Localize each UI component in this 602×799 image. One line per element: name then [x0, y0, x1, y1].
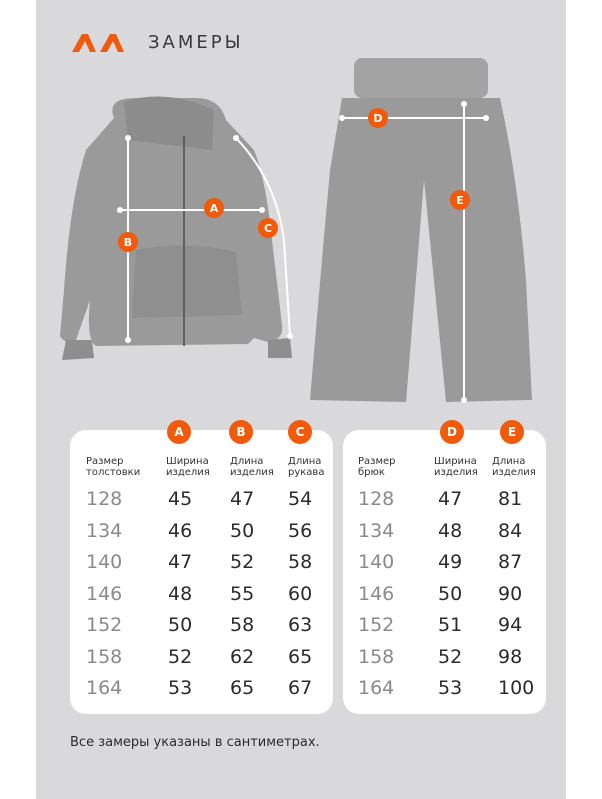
pants-image [310, 58, 532, 402]
hoodie-size-cell: 134 [86, 519, 123, 542]
hoodie-value-cell: 50 [168, 614, 193, 636]
pants-badge-e: E [500, 420, 524, 444]
pants-size-cell: 164 [358, 677, 395, 699]
hoodie-value-cell: 58 [288, 551, 313, 573]
hoodie-value-cell: 62 [230, 645, 255, 668]
pants-value-cell: 87 [498, 551, 523, 573]
hoodie-header-width: Ширина изделия [166, 456, 210, 478]
hoodie-value-cell: 50 [230, 519, 255, 542]
hoodie-value-cell: 65 [288, 645, 313, 668]
hoodie-header-size: Размер толстовки [86, 456, 141, 478]
pants-value-cell: 50 [438, 582, 463, 605]
pants-value-cell: 52 [438, 645, 463, 668]
pants-badge-d: D [440, 420, 464, 444]
hoodie-value-cell: 60 [288, 582, 313, 605]
pants-size-cell: 140 [358, 551, 395, 573]
hoodie-value-cell: 58 [230, 614, 255, 636]
pants-header-length: Длина изделия [492, 456, 536, 478]
hoodie-size-cell: 158 [86, 645, 123, 668]
pants-value-cell: 49 [438, 551, 463, 573]
pants-value-cell: 53 [438, 677, 463, 699]
hoodie-header-length: Длина изделия [230, 456, 274, 478]
hoodie-size-cell: 152 [86, 614, 123, 636]
marker-d-label: D [373, 112, 383, 125]
hoodie-size-cell: 146 [86, 582, 123, 605]
marker-c [258, 218, 278, 238]
marker-b-label: B [123, 236, 133, 249]
marker-a-label: A [209, 202, 219, 215]
pants-value-cell: 94 [498, 614, 523, 636]
hoodie-value-cell: 47 [168, 551, 193, 573]
pants-value-cell: 48 [438, 519, 463, 542]
pants-size-cell: 128 [358, 488, 395, 510]
hoodie-image [60, 97, 292, 360]
hoodie-value-cell: 53 [168, 677, 193, 699]
marker-b [118, 232, 138, 252]
pants-value-cell: 47 [438, 488, 463, 510]
pants-value-cell: 51 [438, 614, 463, 636]
hoodie-value-cell: 46 [168, 519, 193, 542]
pants-size-cell: 158 [358, 645, 395, 668]
hoodie-size-cell: 164 [86, 677, 123, 699]
pants-value-cell: 81 [498, 488, 523, 510]
hoodie-value-cell: 45 [168, 488, 193, 510]
hoodie-value-cell: 48 [168, 582, 193, 605]
pants-size-cell: 134 [358, 519, 395, 542]
pants-value-cell: 90 [498, 582, 523, 605]
hoodie-value-cell: 52 [168, 645, 193, 668]
hoodie-value-cell: 55 [230, 582, 255, 605]
pants-value-cell: 98 [498, 645, 523, 668]
hoodie-value-cell: 67 [288, 677, 313, 699]
marker-c-label: C [263, 222, 273, 235]
marker-e [450, 190, 470, 210]
pants-size-cell: 146 [358, 582, 395, 605]
hoodie-size-cell: 140 [86, 551, 123, 573]
pants-header-width: Ширина изделия [434, 456, 478, 478]
hoodie-value-cell: 63 [288, 614, 313, 636]
marker-e-label: E [456, 194, 464, 207]
footnote: Все замеры указаны в сантиметрах. [70, 735, 320, 750]
hoodie-badge-b: B [229, 420, 253, 444]
marker-d [368, 108, 388, 128]
pants-value-cell: 100 [498, 677, 535, 699]
pants-size-cell: 152 [358, 614, 395, 636]
hoodie-badge-a: A [167, 420, 191, 444]
hoodie-size-cell: 128 [86, 488, 123, 510]
pants-value-cell: 84 [498, 519, 523, 542]
marker-a [204, 198, 224, 218]
hoodie-value-cell: 65 [230, 677, 255, 699]
pants-header-size: Размер брюк [358, 456, 396, 478]
hoodie-badge-c: C [288, 420, 312, 444]
hoodie-value-cell: 52 [230, 551, 255, 573]
hoodie-value-cell: 56 [288, 519, 313, 542]
hoodie-header-sleeve: Длина рукава [288, 456, 325, 478]
garments-illustration [36, 40, 566, 420]
page-title: ЗАМЕРЫ [148, 32, 244, 53]
hoodie-value-cell: 54 [288, 488, 313, 510]
hoodie-value-cell: 47 [230, 488, 255, 510]
